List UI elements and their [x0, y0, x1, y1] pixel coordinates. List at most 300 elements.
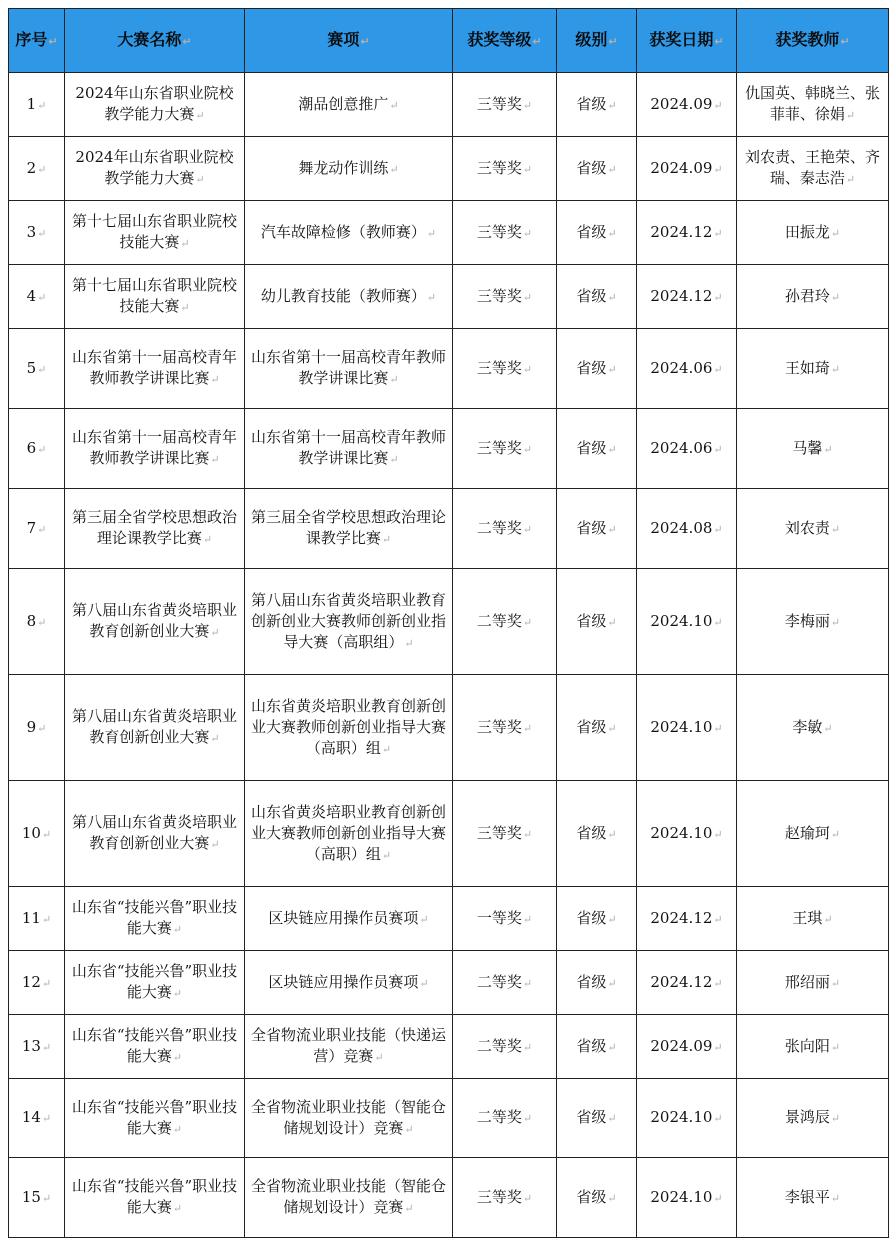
cell-award	[453, 569, 557, 675]
cell-teachers	[737, 137, 889, 201]
cell-text: 2024.09	[650, 1036, 713, 1055]
cell-date	[637, 1079, 737, 1158]
cell-text: 山东省第十一届高校青年教师教学讲课比赛	[251, 348, 447, 387]
cell-text: 省级	[576, 908, 607, 927]
cell-event	[245, 1079, 453, 1158]
cell-no	[9, 73, 65, 137]
paragraph-mark: ↵	[37, 290, 47, 304]
cell-teachers	[737, 409, 889, 489]
cell-date	[637, 781, 737, 887]
header-date: 获奖日期↵	[637, 9, 737, 73]
paragraph-mark: ↵	[522, 362, 533, 376]
cell-level	[557, 951, 637, 1015]
cell-teachers	[737, 675, 889, 781]
table-row	[9, 329, 889, 409]
paragraph-mark: ↵	[713, 442, 723, 456]
cell-teachers	[737, 1015, 889, 1079]
cell-text: 省级	[576, 972, 607, 991]
cell-text: 二等奖	[476, 972, 522, 991]
paragraph-mark: ↵	[522, 1191, 533, 1205]
cell-text: 省级	[576, 611, 607, 630]
cell-text: 省级	[576, 1036, 607, 1055]
paragraph-mark: ↵	[172, 1202, 183, 1215]
paragraph-mark: ↵	[607, 162, 617, 176]
cell-competition	[65, 887, 245, 951]
cell-level	[557, 569, 637, 675]
header-no: 序号↵	[9, 9, 65, 73]
cell-text: 刘农责	[784, 518, 830, 537]
cell-text: 王琪	[792, 908, 823, 927]
cell-event	[245, 887, 453, 951]
cell-text: 15	[21, 1187, 41, 1206]
cell-text: 赵瑜珂	[784, 823, 830, 842]
cell-text: 省级	[576, 823, 607, 842]
paragraph-mark: ↵	[37, 226, 47, 240]
cell-text: 邢绍丽	[784, 972, 830, 991]
cell-text: 第十七届山东省职业院校技能大赛	[71, 276, 237, 315]
cell-award	[453, 675, 557, 781]
cell-text: 三等奖	[476, 1187, 522, 1206]
paragraph-mark: ↵	[37, 98, 47, 112]
cell-teachers	[737, 1158, 889, 1238]
paragraph-mark: ↵	[823, 442, 833, 456]
table-row	[9, 1015, 889, 1079]
paragraph-mark: ↵	[404, 1122, 414, 1136]
paragraph-mark: ↵	[713, 1191, 723, 1205]
cell-text: 李银平	[784, 1187, 830, 1206]
cell-text: 一等奖	[476, 908, 522, 927]
cell-text: 李敏	[792, 717, 823, 736]
paragraph-mark: ↵	[41, 827, 52, 841]
paragraph-mark: ↵	[607, 290, 617, 304]
cell-text: 第八届山东省黄炎培职业教育创新创业大赛	[71, 813, 237, 852]
cell-event	[245, 73, 453, 137]
paragraph-mark: ↵	[713, 162, 723, 176]
paragraph-mark: ↵	[607, 976, 617, 990]
paragraph-mark: ↵	[172, 987, 183, 1000]
cell-text: 幼儿教育技能（教师赛）	[260, 286, 426, 305]
paragraph-mark: ↵	[210, 373, 220, 386]
paragraph-mark: ↵	[389, 453, 399, 466]
cell-teachers	[737, 781, 889, 887]
paragraph-mark: ↵	[522, 98, 533, 112]
paragraph-mark: ↵	[830, 290, 841, 304]
paragraph-mark: ↵	[41, 976, 52, 990]
table-row	[9, 265, 889, 329]
cell-text: 孙君玲	[784, 286, 830, 305]
cell-event	[245, 951, 453, 1015]
cell-text: 8	[26, 611, 37, 630]
paragraph-mark: ↵	[404, 636, 414, 650]
table-body	[9, 73, 889, 1238]
cell-text: 13	[21, 1036, 41, 1055]
cell-date	[637, 137, 737, 201]
paragraph-mark: ↵	[713, 362, 723, 376]
cell-award	[453, 489, 557, 569]
cell-date	[637, 265, 737, 329]
cell-text: 二等奖	[476, 611, 522, 630]
paragraph-mark: ↵	[522, 522, 533, 536]
cell-level	[557, 1158, 637, 1238]
paragraph-mark: ↵	[713, 290, 723, 304]
cell-text: 第三届全省学校思想政治理论课教学比赛	[251, 508, 447, 547]
paragraph-mark: ↵	[172, 1122, 183, 1136]
cell-text: 省级	[576, 717, 607, 736]
cell-text: 全省物流业职业技能（智能仓储规划设计）竞赛	[251, 1097, 447, 1137]
cell-award	[453, 887, 557, 951]
cell-teachers	[737, 265, 889, 329]
cell-text: 刘农责、王艳荣、齐瑞、秦志浩	[744, 148, 880, 187]
cell-text: 山东省“技能兴鲁”职业技能大赛	[71, 1097, 238, 1137]
paragraph-mark: ↵	[607, 362, 617, 376]
table-row	[9, 887, 889, 951]
cell-text: 5	[26, 358, 37, 377]
paragraph-mark: ↵	[41, 1112, 52, 1125]
cell-teachers	[737, 201, 889, 265]
cell-competition	[65, 1158, 245, 1238]
paragraph-mark: ↵	[713, 1112, 723, 1125]
cell-level	[557, 73, 637, 137]
paragraph-mark: ↵	[830, 522, 841, 536]
cell-competition	[65, 951, 245, 1015]
cell-text: 田振龙	[784, 222, 830, 241]
cell-text: 二等奖	[476, 1036, 522, 1055]
cell-date	[637, 951, 737, 1015]
cell-teachers	[737, 73, 889, 137]
cell-event	[245, 137, 453, 201]
cell-text: 2024.09	[650, 94, 713, 113]
header-level: 级别↵	[557, 9, 637, 73]
cell-text: 12	[21, 972, 41, 991]
cell-text: 10	[21, 823, 41, 842]
cell-text: 省级	[576, 94, 607, 113]
table-row	[9, 569, 889, 675]
cell-event	[245, 201, 453, 265]
table-row	[9, 781, 889, 887]
cell-text: 省级	[576, 158, 607, 177]
cell-text: 第八届山东省黄炎培职业教育创新创业大赛	[71, 707, 237, 746]
cell-level	[557, 137, 637, 201]
paragraph-mark: ↵	[389, 162, 399, 176]
cell-teachers	[737, 887, 889, 951]
paragraph-mark: ↵	[607, 615, 617, 629]
paragraph-mark: ↵	[607, 1040, 617, 1054]
cell-no	[9, 675, 65, 781]
cell-text: 2024.09	[650, 158, 713, 177]
cell-text: 3	[26, 222, 37, 241]
header-award: 获奖等级↵	[453, 9, 557, 73]
cell-text: 7	[26, 518, 37, 537]
paragraph-mark: ↵	[713, 721, 723, 735]
paragraph-mark: ↵	[830, 615, 841, 629]
cell-award	[453, 781, 557, 887]
cell-no	[9, 569, 65, 675]
paragraph-mark: ↵	[713, 98, 723, 112]
cell-teachers	[737, 1079, 889, 1158]
paragraph-mark: ↵	[426, 226, 437, 240]
cell-text: 三等奖	[476, 717, 522, 736]
cell-award	[453, 951, 557, 1015]
paragraph-mark: ↵	[210, 732, 220, 745]
cell-teachers	[737, 329, 889, 409]
cell-date	[637, 1158, 737, 1238]
paragraph-mark: ↵	[522, 226, 533, 240]
cell-text: 6	[26, 438, 37, 457]
paragraph-mark: ↵	[522, 721, 533, 735]
paragraph-mark: ↵	[389, 373, 399, 386]
paragraph-mark: ↵	[381, 533, 392, 546]
cell-text: 潮品创意推广	[298, 94, 389, 113]
cell-text: 三等奖	[476, 94, 522, 113]
cell-text: 二等奖	[476, 1108, 522, 1126]
paragraph-mark: ↵	[522, 912, 533, 926]
cell-award	[453, 1158, 557, 1238]
cell-text: 王如琦	[784, 358, 830, 377]
header-row	[9, 9, 889, 73]
cell-level	[557, 1015, 637, 1079]
paragraph-mark: ↵	[607, 442, 617, 456]
cell-date	[637, 329, 737, 409]
paragraph-mark: ↵	[713, 912, 723, 926]
cell-text: 三等奖	[476, 158, 522, 177]
cell-teachers	[737, 489, 889, 569]
paragraph-mark: ↵	[172, 1051, 183, 1064]
cell-text: 三等奖	[476, 823, 522, 842]
cell-text: 山东省黄炎培职业教育创新创业大赛教师创新创业指导大赛（高职）组	[251, 696, 447, 757]
cell-text: 山东省“技能兴鲁”职业技能大赛	[71, 1177, 238, 1216]
cell-date	[637, 569, 737, 675]
cell-text: 二等奖	[476, 518, 522, 537]
cell-text: 景鸿辰	[784, 1108, 830, 1126]
paragraph-mark: ↵	[210, 838, 220, 851]
cell-level	[557, 1079, 637, 1158]
paragraph-mark: ↵	[172, 923, 183, 936]
cell-date	[637, 409, 737, 489]
paragraph-mark: ↵	[202, 533, 213, 546]
cell-level	[557, 265, 637, 329]
cell-text: 三等奖	[476, 358, 522, 377]
cell-text: 第十七届山东省职业院校技能大赛	[71, 212, 237, 251]
paragraph-mark: ↵	[37, 721, 47, 735]
cell-competition	[65, 1015, 245, 1079]
paragraph-mark: ↵	[419, 912, 429, 926]
table-row	[9, 73, 889, 137]
paragraph-mark: ↵	[607, 522, 617, 536]
cell-level	[557, 409, 637, 489]
paragraph-mark: ↵	[522, 827, 533, 841]
cell-text: 2024年山东省职业院校教学能力大赛	[75, 148, 234, 187]
cell-no	[9, 137, 65, 201]
paragraph-mark: ↵	[830, 976, 841, 990]
cell-text: 李梅丽	[784, 611, 830, 630]
paragraph-mark: ↵	[37, 162, 47, 176]
table-row	[9, 951, 889, 1015]
paragraph-mark: ↵	[830, 827, 841, 841]
cell-competition	[65, 489, 245, 569]
paragraph-mark: ↵	[522, 442, 533, 456]
paragraph-mark: ↵	[522, 162, 533, 176]
cell-text: 山东省“技能兴鲁”职业技能大赛	[71, 898, 238, 937]
table-row	[9, 409, 889, 489]
cell-text: 2024.08	[650, 518, 713, 537]
paragraph-mark: ↵	[830, 1191, 841, 1205]
cell-no	[9, 329, 65, 409]
cell-event	[245, 265, 453, 329]
cell-competition	[65, 781, 245, 887]
cell-text: 2024.10	[650, 823, 713, 842]
cell-text: 山东省第十一届高校青年教师教学讲课比赛	[71, 428, 237, 467]
paragraph-mark: ↵	[713, 226, 723, 240]
cell-text: 省级	[576, 222, 607, 241]
cell-text: 2024年山东省职业院校教学能力大赛	[75, 84, 234, 123]
paragraph-mark: ↵	[404, 1202, 414, 1215]
cell-text: 山东省“技能兴鲁”职业技能大赛	[71, 962, 238, 1001]
paragraph-mark: ↵	[210, 453, 220, 466]
cell-no	[9, 201, 65, 265]
cell-text: 2024.10	[650, 1108, 713, 1126]
cell-award	[453, 137, 557, 201]
paragraph-mark: ↵	[607, 827, 617, 841]
paragraph-mark: ↵	[607, 98, 617, 112]
table-row	[9, 489, 889, 569]
cell-no	[9, 489, 65, 569]
paragraph-mark: ↵	[607, 226, 617, 240]
cell-date	[637, 887, 737, 951]
cell-teachers	[737, 951, 889, 1015]
table-row	[9, 1079, 889, 1158]
cell-text: 14	[21, 1108, 41, 1126]
cell-text: 山东省第十一届高校青年教师教学讲课比赛	[71, 348, 237, 387]
cell-event	[245, 329, 453, 409]
cell-text: 2024.10	[650, 1187, 713, 1206]
paragraph-mark: ↵	[830, 226, 841, 240]
paragraph-mark: ↵	[374, 1051, 384, 1064]
cell-text: 省级	[576, 518, 607, 537]
cell-text: 省级	[576, 1108, 607, 1126]
cell-text: 1	[26, 94, 37, 113]
cell-text: 2024.12	[650, 972, 713, 991]
paragraph-mark: ↵	[41, 1040, 52, 1054]
cell-competition	[65, 1079, 245, 1158]
cell-no	[9, 409, 65, 489]
paragraph-mark: ↵	[713, 615, 723, 629]
cell-text: 省级	[576, 286, 607, 305]
cell-award	[453, 1015, 557, 1079]
cell-no	[9, 951, 65, 1015]
cell-text: 省级	[576, 358, 607, 377]
cell-no	[9, 265, 65, 329]
cell-text: 2024.12	[650, 286, 713, 305]
paragraph-mark: ↵	[389, 98, 399, 112]
cell-text: 区块链应用操作员赛项	[268, 972, 419, 991]
cell-text: 2	[26, 158, 37, 177]
cell-text: 省级	[576, 438, 607, 457]
paragraph-mark: ↵	[607, 912, 617, 926]
cell-text: 全省物流业职业技能（快递运营）竞赛	[251, 1026, 447, 1065]
cell-text: 4	[26, 286, 37, 305]
paragraph-mark: ↵	[426, 290, 437, 304]
paragraph-mark: ↵	[381, 848, 392, 862]
paragraph-mark: ↵	[37, 615, 47, 629]
cell-award	[453, 265, 557, 329]
cell-event	[245, 489, 453, 569]
paragraph-mark: ↵	[845, 173, 856, 186]
header-competition: 大赛名称↵	[65, 9, 245, 73]
paragraph-mark: ↵	[845, 109, 856, 122]
cell-teachers	[737, 569, 889, 675]
cell-competition	[65, 329, 245, 409]
cell-competition	[65, 265, 245, 329]
cell-text: 张向阳	[784, 1036, 830, 1055]
paragraph-mark: ↵	[830, 1040, 841, 1054]
awards-table	[8, 8, 889, 1238]
paragraph-mark: ↵	[713, 1040, 723, 1054]
cell-award	[453, 73, 557, 137]
cell-no	[9, 781, 65, 887]
cell-text: 第八届山东省黄炎培职业教育创新创业大赛教师创新创业指导大赛（高职组）	[251, 590, 447, 651]
cell-text: 区块链应用操作员赛项	[268, 908, 419, 927]
cell-date	[637, 73, 737, 137]
cell-competition	[65, 569, 245, 675]
cell-competition	[65, 73, 245, 137]
cell-award	[453, 329, 557, 409]
cell-no	[9, 1158, 65, 1238]
cell-award	[453, 201, 557, 265]
cell-event	[245, 569, 453, 675]
paragraph-mark: ↵	[41, 1191, 52, 1205]
cell-text: 9	[26, 717, 37, 736]
cell-no	[9, 1015, 65, 1079]
cell-date	[637, 489, 737, 569]
cell-text: 省级	[576, 1187, 607, 1206]
paragraph-mark: ↵	[419, 976, 429, 990]
cell-event	[245, 675, 453, 781]
paragraph-mark: ↵	[381, 742, 392, 756]
header-event: 赛项↵	[245, 9, 453, 73]
paragraph-mark: ↵	[823, 721, 833, 735]
paragraph-mark: ↵	[195, 173, 205, 186]
table-row	[9, 201, 889, 265]
cell-event	[245, 409, 453, 489]
paragraph-mark: ↵	[522, 976, 533, 990]
paragraph-mark: ↵	[607, 1191, 617, 1205]
paragraph-mark: ↵	[830, 362, 841, 376]
paragraph-mark: ↵	[180, 301, 190, 314]
cell-event	[245, 781, 453, 887]
cell-competition	[65, 409, 245, 489]
cell-level	[557, 201, 637, 265]
paragraph-mark: ↵	[522, 1040, 533, 1054]
cell-competition	[65, 675, 245, 781]
cell-level	[557, 489, 637, 569]
cell-text: 第三届全省学校思想政治理论课教学比赛	[71, 508, 237, 547]
cell-no	[9, 1079, 65, 1158]
table-row	[9, 137, 889, 201]
paragraph-mark: ↵	[37, 362, 47, 376]
cell-event	[245, 1015, 453, 1079]
paragraph-mark: ↵	[522, 290, 533, 304]
cell-text: 三等奖	[476, 222, 522, 241]
cell-award	[453, 409, 557, 489]
cell-text: 三等奖	[476, 286, 522, 305]
paragraph-mark: ↵	[830, 1112, 841, 1125]
header-teachers: 获奖教师↵	[737, 9, 889, 73]
paragraph-mark: ↵	[713, 827, 723, 841]
cell-text: 全省物流业职业技能（智能仓储规划设计）竞赛	[251, 1177, 447, 1216]
cell-date	[637, 1015, 737, 1079]
cell-competition	[65, 201, 245, 265]
paragraph-mark: ↵	[41, 912, 52, 926]
